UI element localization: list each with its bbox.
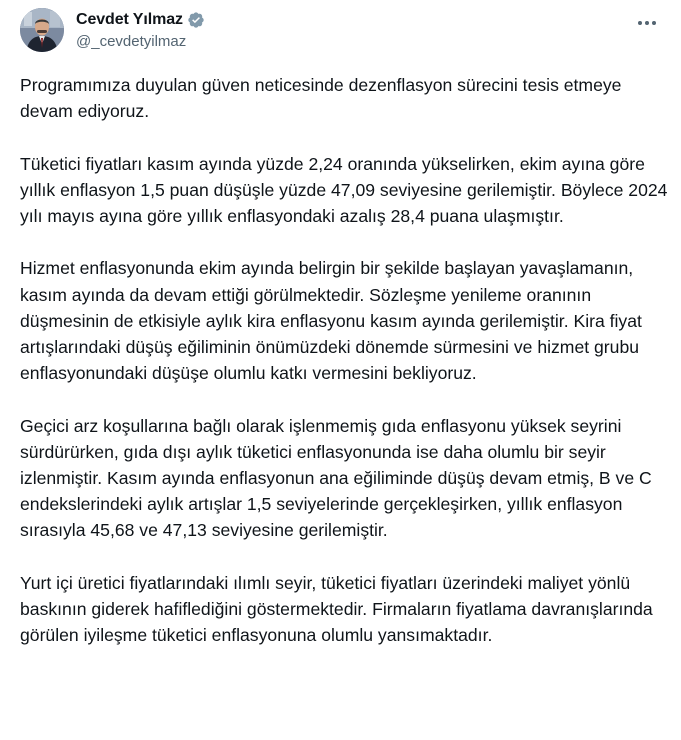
post-text (20, 72, 670, 648)
post-paragraph: Yurt içi üretici fiyatlarındaki ılımlı seyir, tüketici fiyatları üzerindeki maliyet yönlü baskının giderek hafiflediğini göstermektedir. Firmaların fiyatlama davranışlarında görülen iyileşme tüketici enflasyonuna olumlu yansımaktadır. (20, 572, 653, 646)
verified-badge-icon (187, 11, 205, 29)
author-info (76, 10, 205, 50)
display-name[interactable]: Cevdet Yılmaz (76, 11, 183, 28)
post-paragraph: Programımıza duyulan güven neticesinde dezenflasyon sürecini tesis etmeye devam ediyoruz. (20, 75, 622, 122)
post-paragraph: Geçici arz koşullarına bağlı olarak işlenmemiş gıda enflasyonu yüksek seyrini sürdürürken, gıda dışı aylık tüketici enflasyonunda ise daha olumlu bir seyir izlenmiştir. Kasım ayında enflasyonun ana eğiliminde düşüş devam etmiş, B ve C endekslerindeki aylık artışlar 1,5 seviyelerinde gerçekleşirken, yıllık enflasyon sırasıyla 45,68 ve 47,13 seviyesine gerilemiştir. (20, 415, 652, 541)
post-paragraph: Hizmet enflasyonunda ekim ayında belirgin bir şekilde başlayan yavaşlamanın, kasım ayında da devam ettiği görülmektedir. Sözleşme yenileme oranının düşmesinin de etkisiyle aylık kira enflasyonu kasım ayında gerilemiştir. Kira fiyat artışlarındaki düşüş eğiliminin önümüzdeki dönemde sürmesini ve hizmet grubu enflasyonundaki düşüşe olumlu katkı vermesini bekliyoruz. (20, 258, 642, 384)
avatar-photo (20, 8, 64, 52)
more-horizontal-icon[interactable] (635, 14, 659, 32)
name-row (76, 10, 205, 30)
user-handle[interactable]: @_cevdetyilmaz (76, 33, 187, 50)
post-paragraph: Tüketici fiyatları kasım ayında yüzde 2,24 oranında yükselirken, ekim ayına göre yıllık enflasyon 1,5 puan düşüşle yüzde 47,09 seviyesine gerilemiştir. Böylece 2024 yılı mayıs ayına göre yıllık enflasyondaki azalış 28,4 puana ulaşmıştır. (20, 153, 668, 226)
avatar[interactable] (20, 8, 64, 52)
post-header (20, 8, 661, 56)
